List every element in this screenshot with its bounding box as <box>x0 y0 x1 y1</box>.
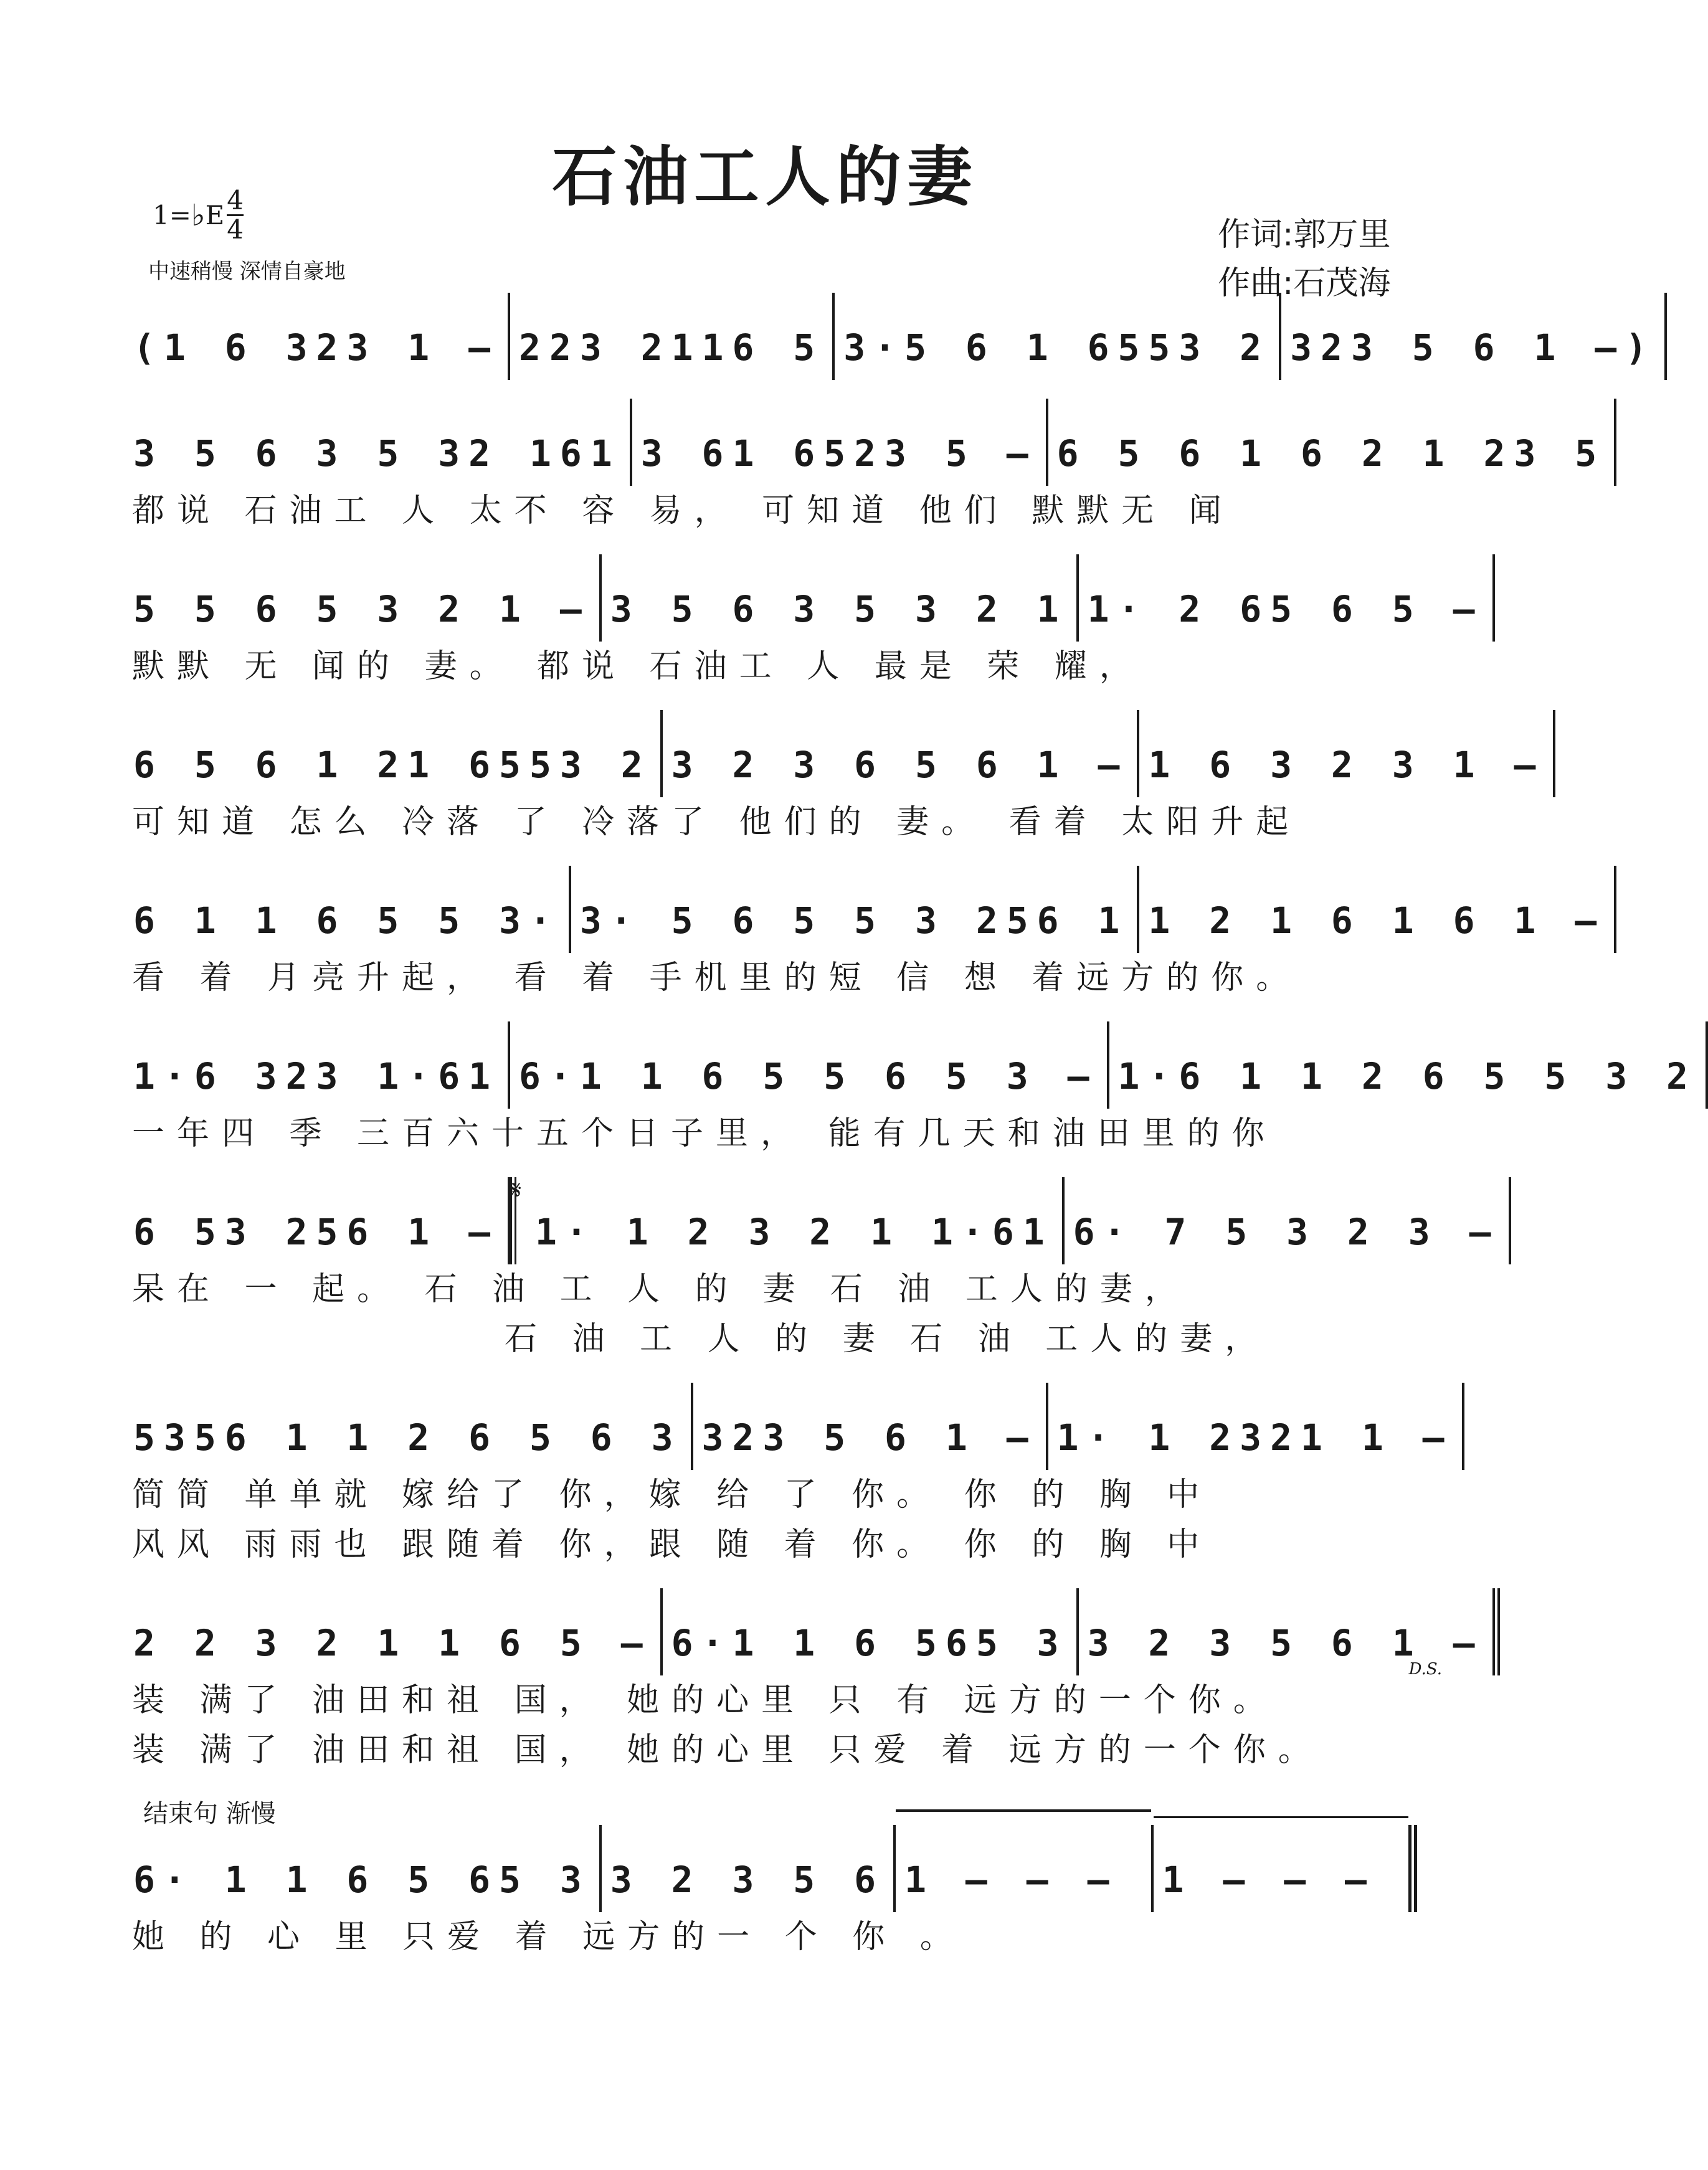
notes: 1 – – – <box>1162 1859 1375 1901</box>
measure <box>125 554 602 642</box>
notes: 1·6 1 1 2 6 5 5 3 2 <box>1117 1055 1697 1097</box>
measure-row <box>125 710 1545 797</box>
measure-row <box>125 1021 1697 1109</box>
lyric-line: 可知道 怎么 冷落 了 冷落了 他们的 妻。 看着 太阳升起 <box>132 803 1301 841</box>
score-system <box>125 554 1484 710</box>
notes: 3 61 6523 5 – <box>640 432 1037 475</box>
measure <box>571 866 1140 953</box>
system-spacer <box>125 1570 1417 1588</box>
system-spacer <box>125 1158 1417 1177</box>
measure-row <box>125 1383 1453 1470</box>
score-system <box>125 1794 1417 1981</box>
measure <box>602 1825 896 1912</box>
score-system <box>125 1588 1484 1794</box>
measure <box>125 710 663 797</box>
measure <box>125 399 632 486</box>
measure-row <box>125 1588 1484 1679</box>
lyric-line: 简简 单单就 嫁给了 你，嫁 给 了 你。 你 的 胸 中 <box>132 1476 1212 1514</box>
measure <box>1139 710 1555 797</box>
notes: 6 1 1 6 5 5 3· <box>133 899 560 942</box>
measure <box>693 1383 1048 1470</box>
score-system <box>125 293 1656 399</box>
measure <box>510 1021 1109 1109</box>
notes: (1 6 323 1 – <box>133 326 500 369</box>
measure <box>125 866 571 953</box>
composer: 作曲:石茂海 <box>1218 265 1391 302</box>
lyric-line: 装 满了 油田和祖 国， 她的心里 只 有 远方的一个你。 <box>132 1682 1278 1719</box>
notes: 3· 5 6 5 5 3 256 1 <box>579 899 1129 942</box>
key-note: E <box>205 200 225 230</box>
system-spacer <box>125 380 1417 399</box>
system-spacer <box>125 1364 1417 1383</box>
lyric-line: 石 油 工 人 的 妻 石 油 工人的妻， <box>505 1320 1270 1358</box>
notes: 1 6 3 2 3 1 – <box>1148 744 1545 786</box>
notes: 323 5 6 1 –) <box>1290 326 1656 369</box>
lyric-line: 装 满了 油田和祖 国， 她的心里 只爱 着 远方的一个你。 <box>132 1732 1323 1769</box>
lyric-line: 默默 无 闻的 妻。 都说 石油工 人 最是 荣 耀， <box>132 648 1144 685</box>
system-spacer <box>125 1003 1417 1021</box>
measure <box>125 1021 510 1109</box>
key-signature <box>153 187 244 244</box>
measure <box>663 1588 1079 1675</box>
ending-bracket <box>1154 1816 1408 1818</box>
measure <box>896 1825 1153 1912</box>
measure <box>1139 866 1616 953</box>
system-spacer <box>125 691 1417 710</box>
measure <box>1109 1021 1708 1109</box>
notes: 1·6 323 1·61 <box>133 1055 500 1097</box>
time-signature <box>227 187 244 244</box>
segno-sign: 𝄋 <box>510 1175 522 1205</box>
notes: 6 53 256 1 – <box>133 1211 500 1253</box>
measure-row <box>125 1825 1417 1912</box>
notes: 6· 1 1 6 5 65 3 <box>133 1859 591 1901</box>
tempo-marking: 中速稍慢 深情自豪地 <box>148 259 346 284</box>
system-spacer <box>125 847 1417 866</box>
lyricist: 作词:郭万里 <box>1218 216 1391 253</box>
system-spacer <box>125 1775 1417 1794</box>
score-system <box>125 399 1606 554</box>
lyric-line: 一年四 季 三百六十五个日子里， 能有几天和油田里的你 <box>132 1115 1277 1152</box>
measure-row <box>125 399 1606 486</box>
notes: 3·5 6 1 6553 2 <box>843 326 1271 369</box>
system-spacer <box>125 536 1417 554</box>
ending-label: 结束句 渐慢 <box>143 1799 276 1828</box>
measure <box>835 293 1281 380</box>
measure <box>125 1383 693 1470</box>
notes: 3 5 6 3 5 32 161 <box>133 432 621 475</box>
measure <box>510 1177 1065 1264</box>
ending-bracket <box>896 1809 1151 1812</box>
score-system <box>125 866 1606 1021</box>
notes: 6 5 6 1 6 2 1 23 5 <box>1056 432 1606 475</box>
system-spacer <box>125 1962 1417 1981</box>
notes: 1· 2 65 6 5 – <box>1087 588 1484 630</box>
dal-segno: D.S. <box>1408 1660 1442 1679</box>
measure <box>1281 293 1667 380</box>
score-system <box>125 1021 1697 1177</box>
notes: 223 2116 5 <box>519 326 824 369</box>
measure <box>125 293 510 380</box>
measure <box>1065 1177 1511 1264</box>
measure <box>125 1588 663 1675</box>
measure <box>510 293 835 380</box>
notes: 5356 1 1 2 6 5 6 3 <box>133 1416 682 1459</box>
score-system <box>125 1175 1500 1383</box>
notes: 323 5 6 1 – <box>701 1416 1037 1459</box>
measure <box>1079 554 1495 642</box>
measure <box>632 399 1048 486</box>
measure-row <box>125 554 1484 642</box>
song-title: 石油工人的妻 <box>552 138 979 215</box>
measure <box>602 554 1079 642</box>
lyric-line: 呆在 一 起。 石 油 工 人 的 妻 石 油 工人的妻， <box>132 1271 1190 1308</box>
notes: 1 – – – <box>904 1859 1118 1901</box>
measure <box>1048 1383 1464 1470</box>
measure <box>125 1825 602 1912</box>
measure <box>125 1177 510 1264</box>
score <box>125 293 1697 1981</box>
lyric-line: 她 的 心 里 只爱 着 远方的一 个 你 。 <box>132 1918 965 1956</box>
score-system <box>125 710 1545 866</box>
measure <box>663 710 1140 797</box>
score-system <box>125 1383 1453 1588</box>
notes: 1· 1 2321 1 – <box>1056 1416 1453 1459</box>
notes: 3 5 6 3 5 3 2 1 <box>610 588 1068 630</box>
measure-row <box>125 1175 1500 1264</box>
measure <box>1154 1825 1417 1912</box>
key-prefix: 1= <box>153 200 191 230</box>
notes: 6·1 1 6 5 5 6 5 3 – <box>519 1055 1098 1097</box>
notes: 3 2 3 5 6 1 – <box>1087 1622 1484 1664</box>
measure <box>1048 399 1617 486</box>
flat-sign: ♭ <box>191 197 206 233</box>
lyric-line: 看 着 月亮升起， 看 着 手机里的短 信 想 着远方的你。 <box>132 959 1301 997</box>
notes: 2 2 3 2 1 1 6 5 – <box>133 1622 652 1664</box>
lyric-line: 都说 石油工 人 太不 容 易， 可知道 他们 默默无 闻 <box>132 492 1234 529</box>
notes: 3 2 3 6 5 6 1 – <box>671 744 1129 786</box>
notes: 1 2 1 6 1 6 1 – <box>1148 899 1606 942</box>
notes: 6 5 6 1 21 6553 2 <box>133 744 652 786</box>
notes: 3 2 3 5 6 <box>610 1859 885 1901</box>
notes: 6·1 1 6 565 3 <box>671 1622 1068 1664</box>
time-top: 4 <box>227 185 244 216</box>
time-bottom: 4 <box>227 214 244 245</box>
notes: 1· 1 2 3 2 1 1·61 <box>535 1211 1053 1253</box>
measure-row <box>125 293 1656 380</box>
measure-row <box>125 866 1606 953</box>
lyric-line: 风风 雨雨也 跟随着 你，跟 随 着 你。 你 的 胸 中 <box>132 1526 1212 1563</box>
notes: 5 5 6 5 3 2 1 – <box>133 588 591 630</box>
notes: 6· 7 5 3 2 3 – <box>1073 1211 1500 1253</box>
